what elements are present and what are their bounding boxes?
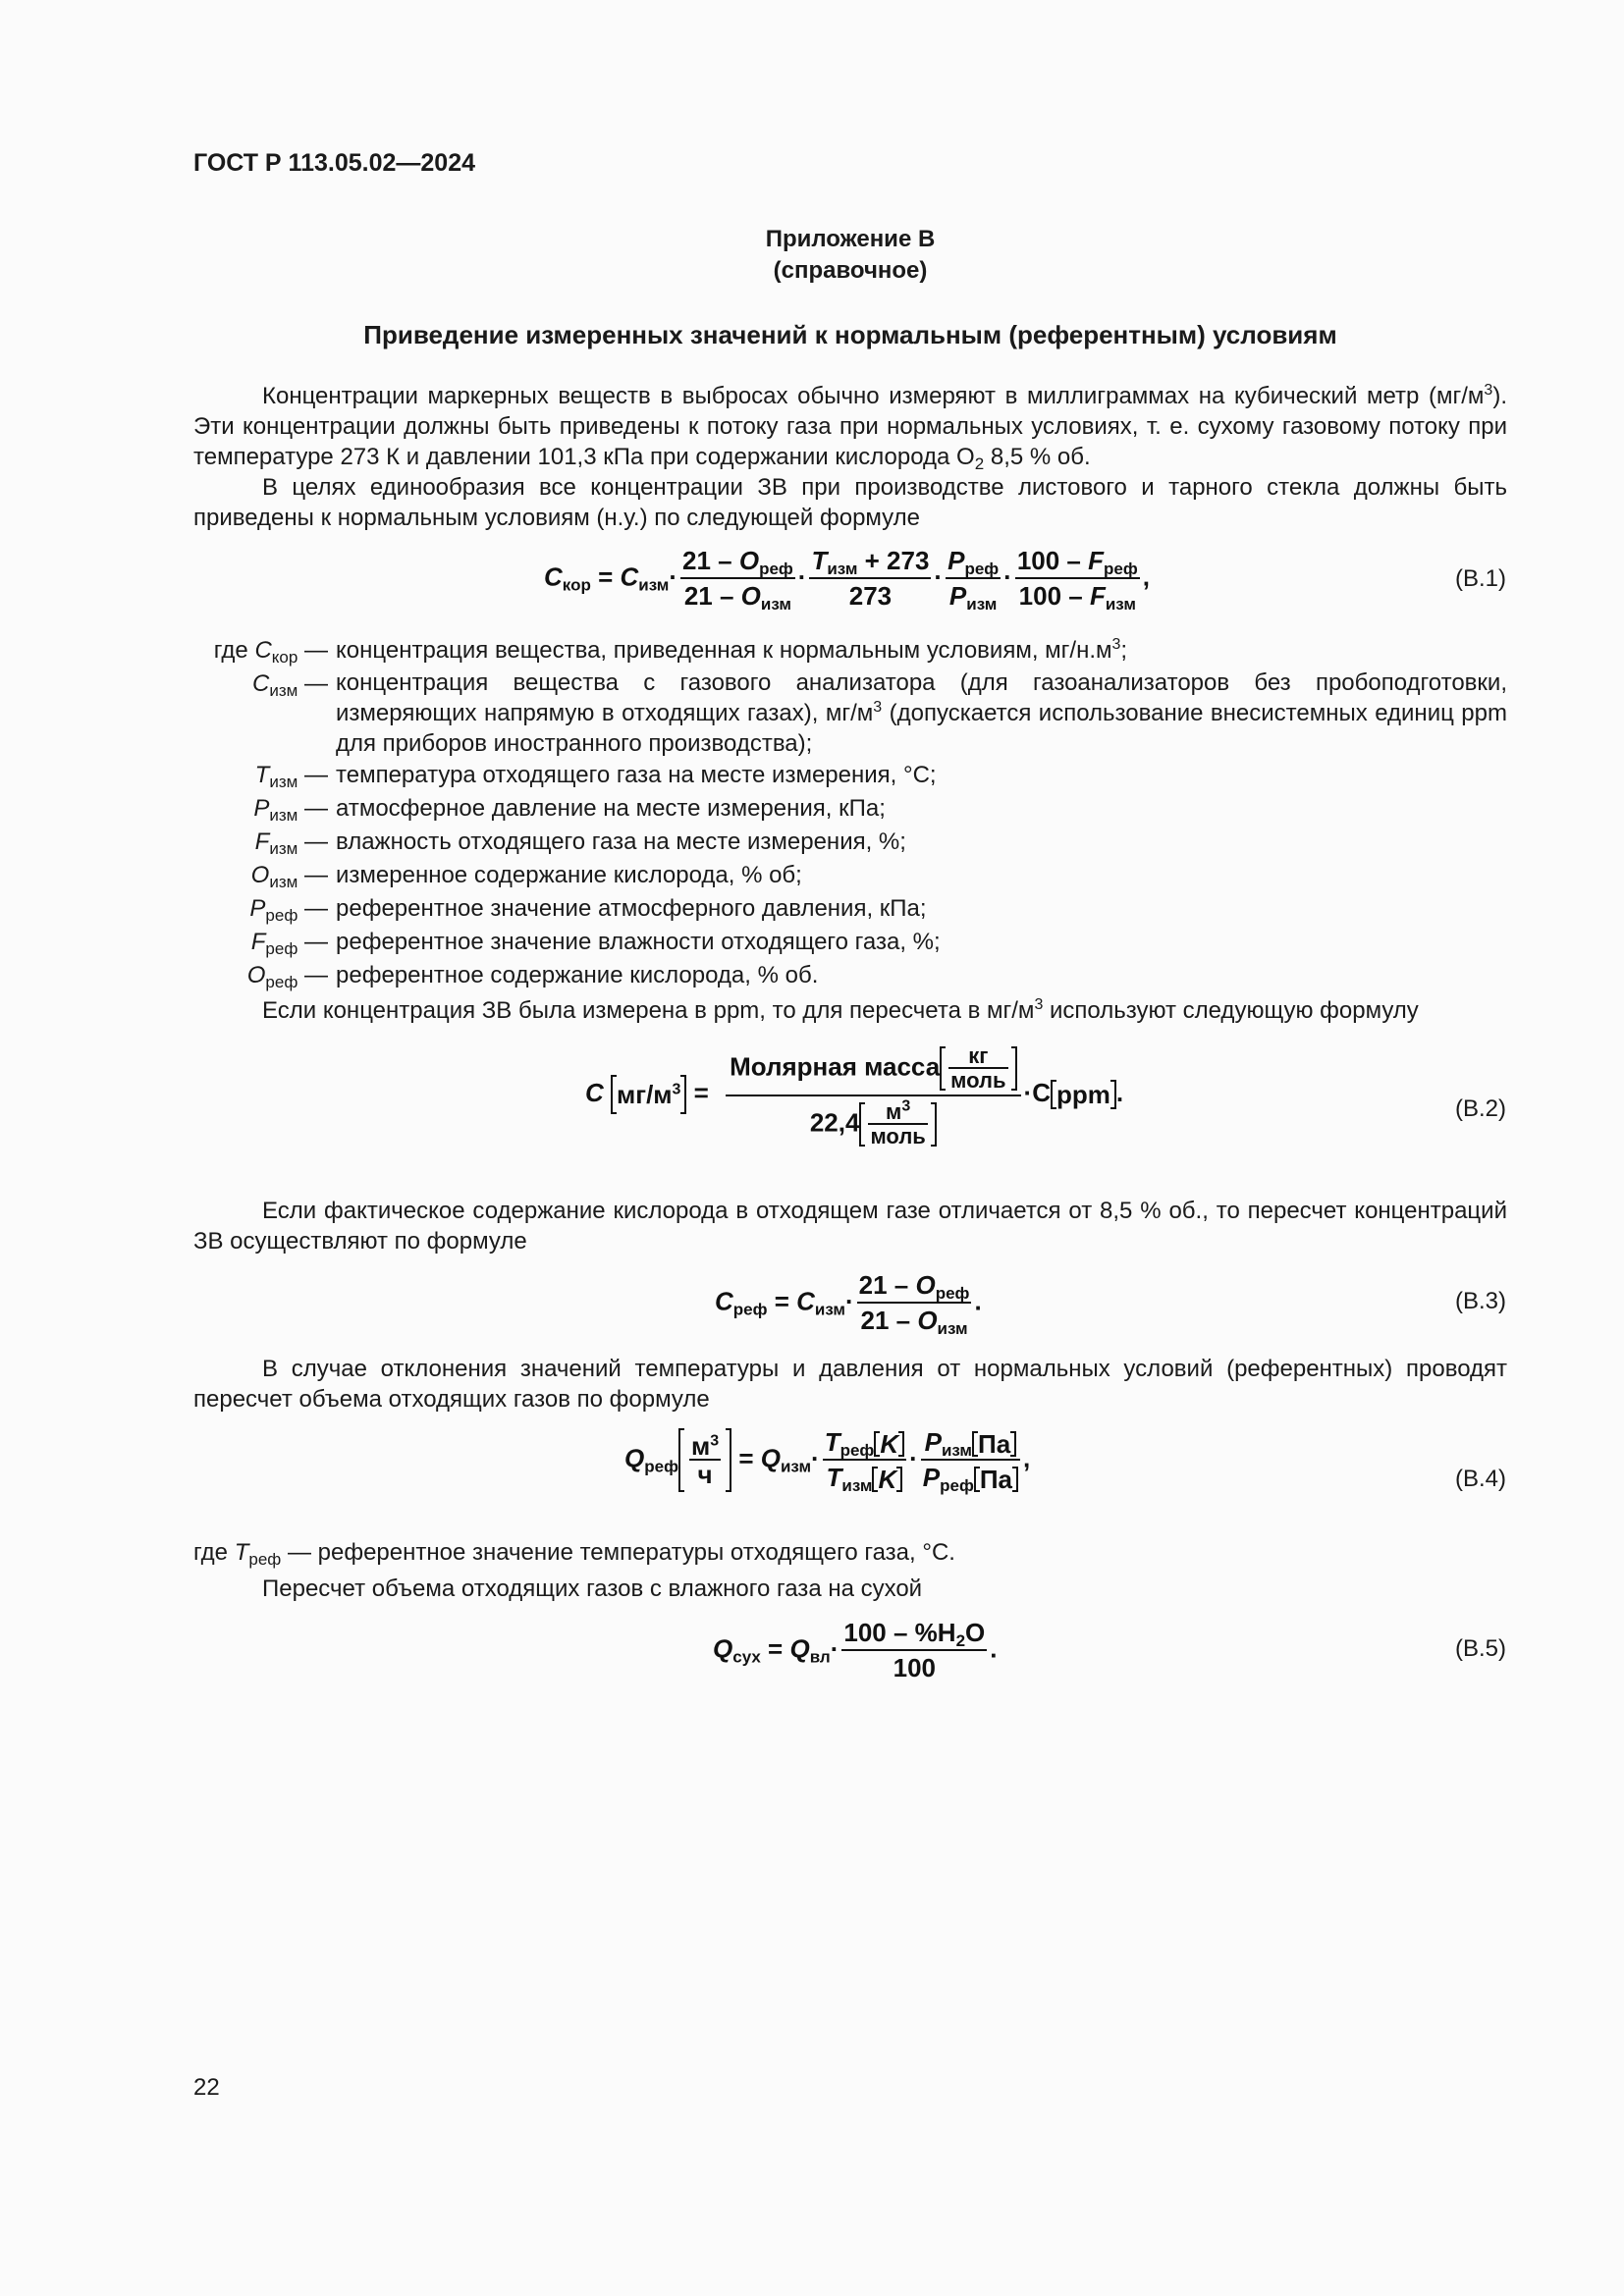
legend-symbol: $F_{изм}$ —	[254, 828, 328, 858]
standard-designation: ГОСТ Р 113.05.02—2024	[193, 149, 476, 177]
legend-symbol: $O_{реф}$ —	[246, 962, 328, 991]
paragraph-uniformity: В целях единообразия все концентрации ЗВ при производстве листового и тарного стекла должны быть приведены к нормальным условиям (н.у.) по следующей формуле	[193, 474, 1507, 531]
equation-b1: $C_{кор} = C_{изм}\cdot$ $21 - O_{реф}$ $21 - O_{изм}$ · $T_{изм} + 273$ 273 · $P_{реф}$ $P_{изм}$ · $100 - F_{реф}$ $100 - F_{изм}$ ,	[544, 546, 1150, 614]
legend-symbol: $P_{реф}$ —	[249, 895, 328, 925]
paragraph-intro	[193, 381, 1507, 472]
paragraph-text: Если концентрация ЗВ была измерена в ppm, то для пересчета в мг/м	[262, 997, 1035, 1024]
section-heading: Приведение измеренных значений к нормальным (референтным) условиям	[363, 320, 1337, 349]
legend-description: атмосферное давление на месте измерения, кПа;	[336, 795, 886, 822]
legend-description: референтное значение атмосферного давления, кПа;	[336, 895, 927, 922]
superscript: 3	[1484, 382, 1493, 399]
paragraph-text: используют следующую формулу	[1043, 997, 1419, 1024]
legend-row	[193, 667, 1507, 759]
equation-b2: C $мг/м^3$ = Молярная масса кг моль 22,4 $м^3$ моль ·C ppm .	[585, 1043, 1124, 1148]
appendix-title: Приложение В	[765, 226, 936, 252]
legend-tref: где $T_{реф}$ — референтное значение температуры отходящего газа, °С.	[193, 1539, 955, 1569]
paragraph-text: Концентрации маркерных веществ в выбросах обычно измеряют в миллиграммах на кубический метр (мг/м	[262, 383, 1485, 409]
page-number: 22	[193, 2074, 220, 2101]
equation-number-b2: (В.2)	[1455, 1095, 1507, 1122]
paragraph-text: ). Эти концентрации должны быть приведены к потоку газа при нормальных условиях, т. е. сухому газовому потоку при температуре 273 К и давлении 101,3 кПа при содержании кислорода O	[193, 383, 1507, 470]
paragraph-oxygen: Если фактическое содержание кислорода в отходящем газе отличается от 8,5 % об., то пересчет концентраций ЗВ осуществляют по формуле	[193, 1198, 1507, 1255]
legend-row	[193, 959, 1507, 992]
legend-row	[193, 792, 1507, 826]
legend-symbol: $F_{реф}$ —	[250, 929, 328, 958]
equation-number-b5: (В.5)	[1455, 1635, 1507, 1662]
paragraph-text: 8,5 % об.	[984, 444, 1091, 470]
paragraph-ppm	[193, 995, 1507, 1026]
legend-symbol: где $C_{кор}$ —	[213, 637, 328, 667]
equation-b3: $C_{реф} = C_{изм}\cdot$ $21 - O_{реф}$ $21 - O_{изм}$ .	[715, 1270, 982, 1338]
legend-description: температура отходящего газа на месте измерения, °С;	[336, 762, 937, 788]
legend-row	[193, 926, 1507, 959]
legend-row	[193, 859, 1507, 892]
legend-description: влажность отходящего газа на месте измерения, %;	[336, 828, 906, 855]
legend-row	[193, 892, 1507, 926]
legend-description: концентрация вещества с газового анализатора (для газоанализаторов без пробоподготовки, измеряющих напрямую в отходящих газах), $мг/м^3$ (допускается использование внесистемных единиц ppm для приборов иностранного производства);	[336, 669, 1507, 757]
legend-symbol: $T_{изм}$ —	[254, 762, 328, 791]
equation-b5: $Q_{сух} = Q_{вл}\cdot$ $\frac{100 - \%H_2O}{100}$ .	[713, 1618, 998, 1682]
equation-b4: $Q_{реф}$ $м^3$ ч = $Q_{изм}\cdot$ $T_{реф}$ K $T_{изм}$ K · $P_{изм}$ Па $P_{реф}$ Па ,	[624, 1427, 1031, 1495]
legend-row	[193, 634, 1507, 667]
equation-number-b4: (В.4)	[1455, 1466, 1507, 1492]
legend-symbol: $P_{изм}$ —	[253, 795, 328, 825]
subscript: 2	[974, 454, 985, 473]
legend-row	[193, 826, 1507, 859]
legend-description: референтное значение влажности отходящего газа, %;	[336, 929, 941, 955]
legend-symbol: $C_{изм}$ —	[252, 670, 328, 700]
legend-description: измеренное содержание кислорода, % об;	[336, 862, 802, 888]
equation-number-b1: (В.1)	[1455, 565, 1507, 592]
paragraph-dry-gas: Пересчет объема отходящих газов с влажного газа на сухой	[262, 1575, 923, 1602]
legend-list	[193, 634, 1507, 992]
legend-description: референтное содержание кислорода, % об.	[336, 962, 819, 988]
legend-row	[193, 759, 1507, 792]
legend-symbol: $O_{изм}$ —	[250, 862, 328, 891]
equation-number-b3: (В.3)	[1455, 1288, 1507, 1314]
appendix-subtitle: (справочное)	[773, 257, 928, 284]
superscript: 3	[1034, 996, 1044, 1013]
legend-description: концентрация вещества, приведенная к нормальным условиям, $мг/н.м^3$;	[336, 636, 1128, 664]
paragraph-temperature: В случае отклонения значений температуры и давления от нормальных условий (референтных) проводят пересчет объема отходящих газов по формуле	[193, 1356, 1507, 1413]
